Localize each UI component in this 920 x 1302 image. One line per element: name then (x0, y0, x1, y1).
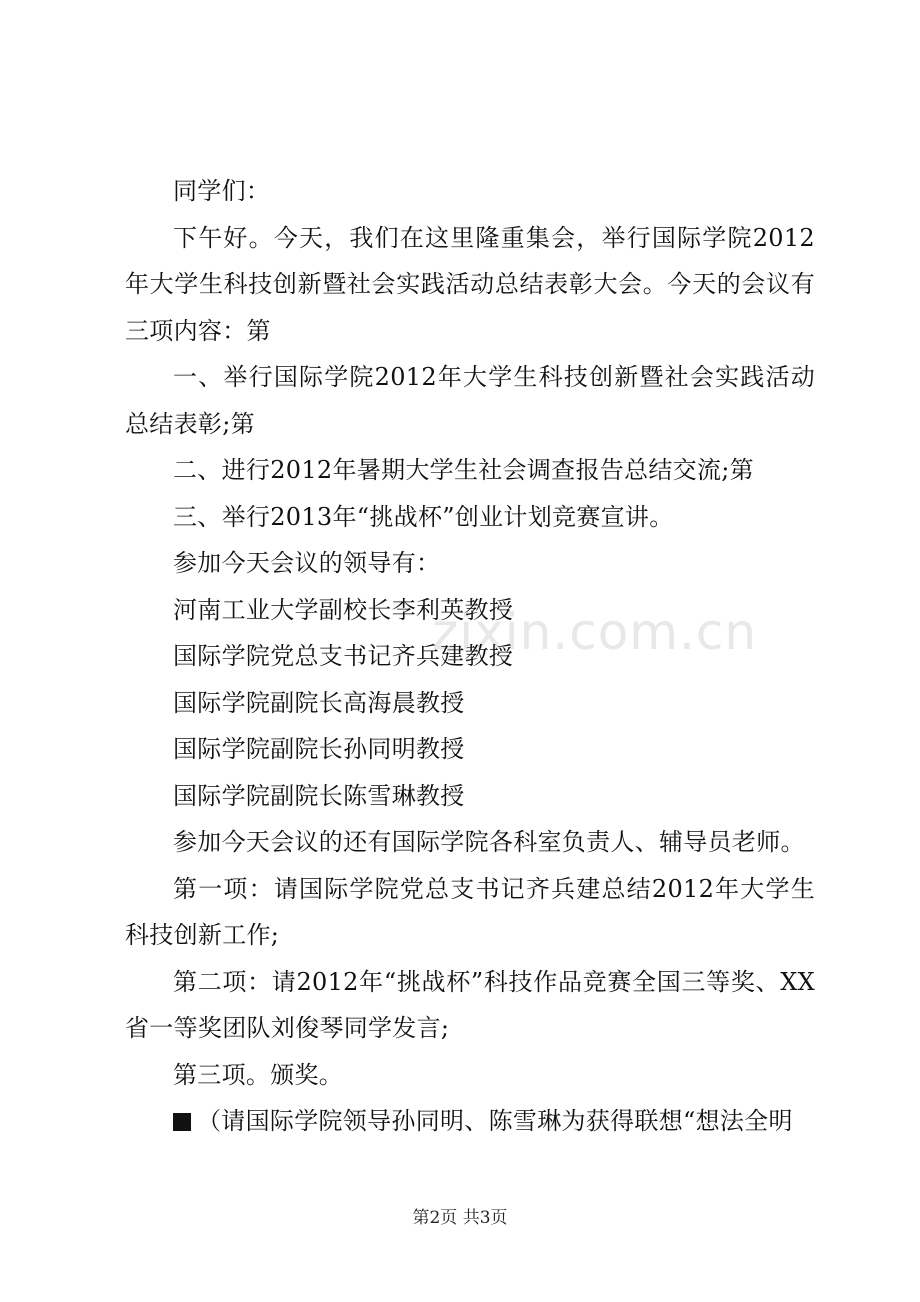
attendees-paragraph: 参加今天会议的还有国际学院各科室负责人、辅导员老师。 (173, 828, 805, 856)
leader-line: 国际学院副院长高海晨教授 (173, 688, 465, 717)
leaders-intro: 参加今天会议的领导有： (173, 549, 441, 577)
agenda-item-3: 三、举行2013年“挑战杯”创业计划竞赛宣讲。 (173, 502, 674, 531)
document-body (125, 168, 815, 1145)
page-number-footer: 第2页 共3页 (412, 1208, 508, 1228)
agenda-step-2: 第二项：请2012年“挑战杯”科技作品竞赛全国三等奖、XX省一等奖团队刘俊琴同学发言; (125, 967, 815, 1042)
agenda-step-1: 第一项：请国际学院党总支书记齐兵建总结2012年大学生科技创新工作; (125, 874, 815, 949)
leader-line: 河南工业大学副校长李利英教授 (173, 595, 514, 624)
leader-line: 国际学院党总支书记齐兵建教授 (173, 642, 514, 670)
leader-line: 国际学院副院长陈雪琳教授 (173, 781, 465, 810)
agenda-item-2: 二、进行2012年暑期大学生社会调查报告总结交流;第 (173, 456, 754, 484)
agenda-item-1: 一、举行国际学院2012年大学生科技创新暨社会实践活动总结表彰;第 (125, 363, 815, 438)
square-bullet-icon (173, 1113, 191, 1131)
leader-line: 国际学院副院长孙同明教授 (173, 735, 465, 763)
award-text: （请国际学院领导孙同明、陈雪琳为获得联想“想法全明 (197, 1107, 793, 1135)
agenda-step-3: 第三项。颁奖。 (173, 1060, 344, 1089)
greeting-paragraph: 同学们： (173, 177, 271, 205)
watermark: zixin.com.cn (432, 603, 758, 661)
opening-paragraph: 下午好。今天，我们在这里隆重集会，举行国际学院2012年大学生科技创新暨社会实践活动总结表彰大会。今天的会议有三项内容：第 (125, 223, 815, 345)
award-paragraph (125, 1098, 815, 1145)
